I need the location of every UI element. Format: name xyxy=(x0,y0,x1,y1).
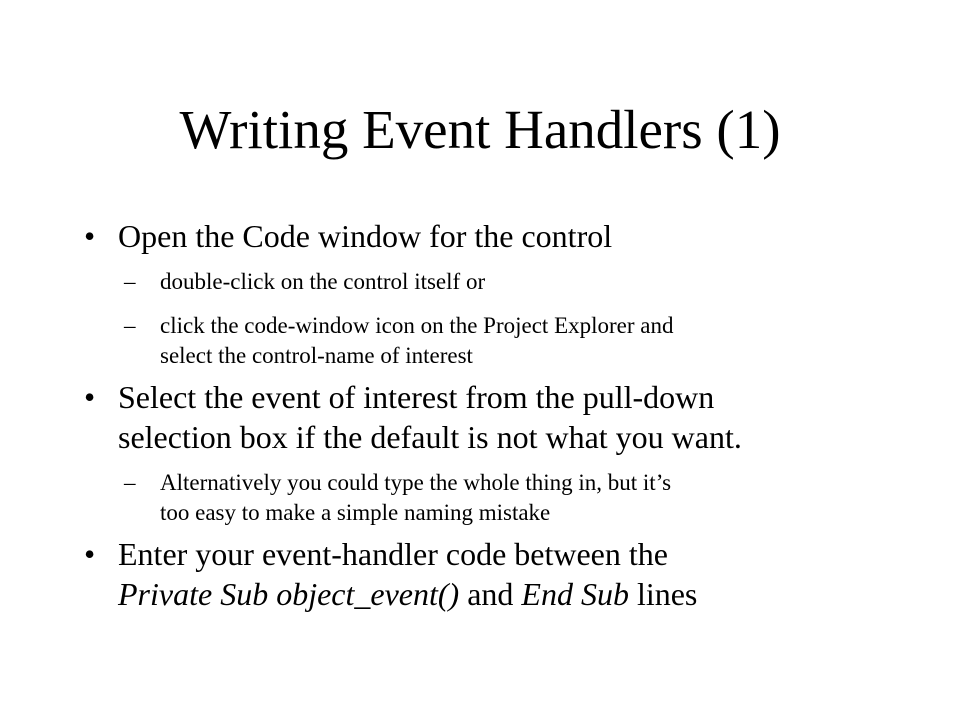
sub-bullet-group xyxy=(84,267,904,371)
sub-bullet-item xyxy=(84,267,904,297)
slide-body xyxy=(84,216,904,625)
dash-icon: – xyxy=(124,313,136,338)
trailing-text: lines xyxy=(628,576,698,612)
bullet-text-line xyxy=(118,574,904,614)
bullet-icon: • xyxy=(84,536,96,572)
sub-bullet-text-line: click the code-window icon on the Project Explorer and xyxy=(160,313,674,338)
bullet-item xyxy=(84,377,904,457)
sub-bullet-text: double-click on the control itself or xyxy=(160,269,486,294)
sub-bullet-item xyxy=(84,311,904,371)
bullet-text-line: selection box if the default is not what you want. xyxy=(118,419,742,455)
sub-bullet-text-line: too easy to make a simple naming mistake xyxy=(160,500,551,525)
sub-bullet-item xyxy=(84,468,904,528)
bullet-item xyxy=(84,534,904,614)
sub-bullet-group xyxy=(84,468,904,528)
bullet-text: Open the Code window for the control xyxy=(118,218,613,254)
code-term-end-sub: End Sub xyxy=(521,576,629,612)
connector-text: and xyxy=(459,576,522,612)
bullet-icon: • xyxy=(84,379,96,415)
bullet-item xyxy=(84,216,904,256)
bullet-text-line: Select the event of interest from the pull-down xyxy=(118,379,715,415)
sub-bullet-text-line: select the control-name of interest xyxy=(160,343,473,368)
bullet-text-line: Enter your event-handler code between the xyxy=(118,536,668,572)
slide-title: Writing Event Handlers (1) xyxy=(179,99,781,160)
sub-bullet-text-line: Alternatively you could type the whole thing in, but it’s xyxy=(160,470,672,495)
bullet-icon: • xyxy=(84,218,96,254)
code-term-private-sub: Private Sub object_event() xyxy=(118,576,460,612)
dash-icon: – xyxy=(124,269,136,294)
dash-icon: – xyxy=(124,470,136,495)
